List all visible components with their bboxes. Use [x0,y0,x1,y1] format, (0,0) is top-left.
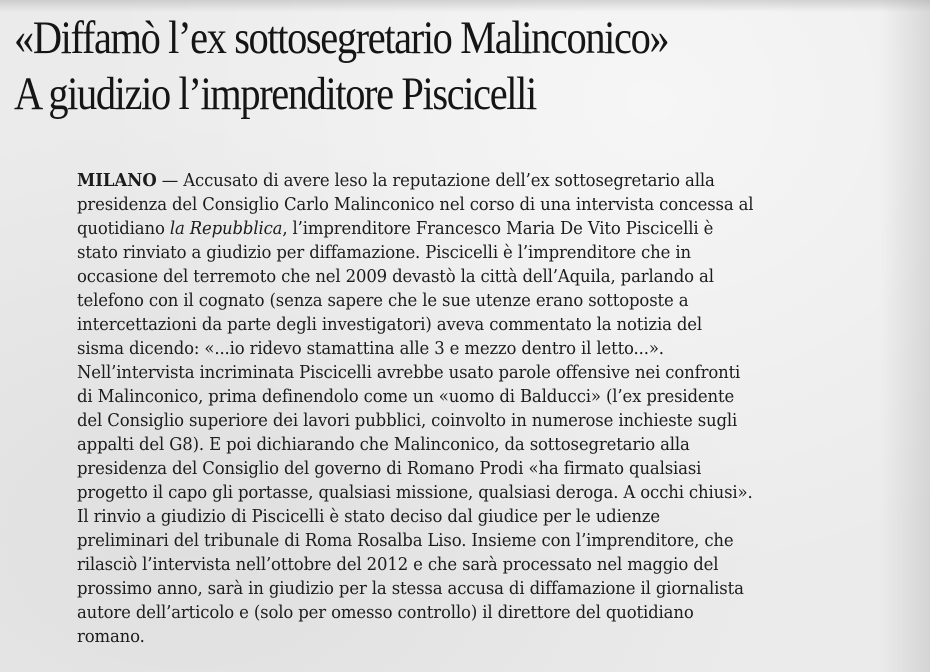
article-line: progetto il capo gli portasse, qualsiasi missione, qualsiasi deroga. A occhi chiusi». [77,482,753,503]
article-text: quotidiano [77,218,170,239]
adjacent-column-bleed [880,0,930,672]
article-text: , l’imprenditore Francesco Maria De Vito Piscicelli è [282,218,714,239]
article-line: autore dell’articolo e (solo per omesso controllo) il direttore del quotidiano [77,602,694,623]
article-line: stato rinviato a giudizio per diffamazione. Piscicelli è l’imprenditore che in [77,242,691,263]
headline-line-1: «Diffamò l’ex sottosegretario Malinconico» [14,12,669,64]
article-line [77,169,827,193]
article-line: intercettazioni da parte degli investigatori) aveva commentato la notizia del [77,314,703,335]
article-line: romano. [77,626,145,647]
article-line: sisma dicendo: «...io ridevo stamattina alle 3 e mezzo dentro il letto...». [77,338,664,359]
article-body [77,169,827,649]
article-line: Nell’intervista incriminata Piscicelli avrebbe usato parole offensive nei confronti [77,362,741,383]
article-line: Il rinvio a giudizio di Piscicelli è stato deciso dal giudice per le udienze [77,506,660,527]
article-line: presidenza del Consiglio Carlo Malinconico nel corso di una intervista concessa al [77,194,754,215]
article-line: appalti del G8). E poi dichiarando che Malinconico, da sottosegretario alla [77,434,690,455]
article-line: telefono con il cognato (senza sapere che le sue utenze erano sottoposte a [77,290,689,311]
article-line: occasione del terremoto che nel 2009 devastò la città dell’Aquila, parlando al [77,266,714,287]
headline-line-2: A giudizio l’imprenditore Piscicelli [14,68,536,120]
article-line: di Malinconico, prima definendolo come un «uomo di Balducci» (l’ex presidente [77,386,735,407]
article-line [77,217,827,241]
article-line: preliminari del tribunale di Roma Rosalba Liso. Insieme con l’imprenditore, che [77,530,734,551]
headline [14,10,797,122]
article-text: — Accusato di avere leso la reputazione dell’ex sottosegretario alla [156,170,715,191]
newspaper-name: la Repubblica [169,218,283,239]
article-line: rilasciò l’intervista nell’ottobre del 2012 e che sarà processato nel maggio del [77,554,719,575]
dateline: MILANO [77,170,157,191]
article-line: presidenza del Consiglio del governo di Romano Prodi «ha firmato qualsiasi [77,458,702,479]
article-line: prossimo anno, sarà in giudizio per la stessa accusa di diffamazione il giornalista [77,578,744,599]
article-line: del Consiglio superiore dei lavori pubblici, coinvolto in numerose inchieste sugli [77,410,738,431]
